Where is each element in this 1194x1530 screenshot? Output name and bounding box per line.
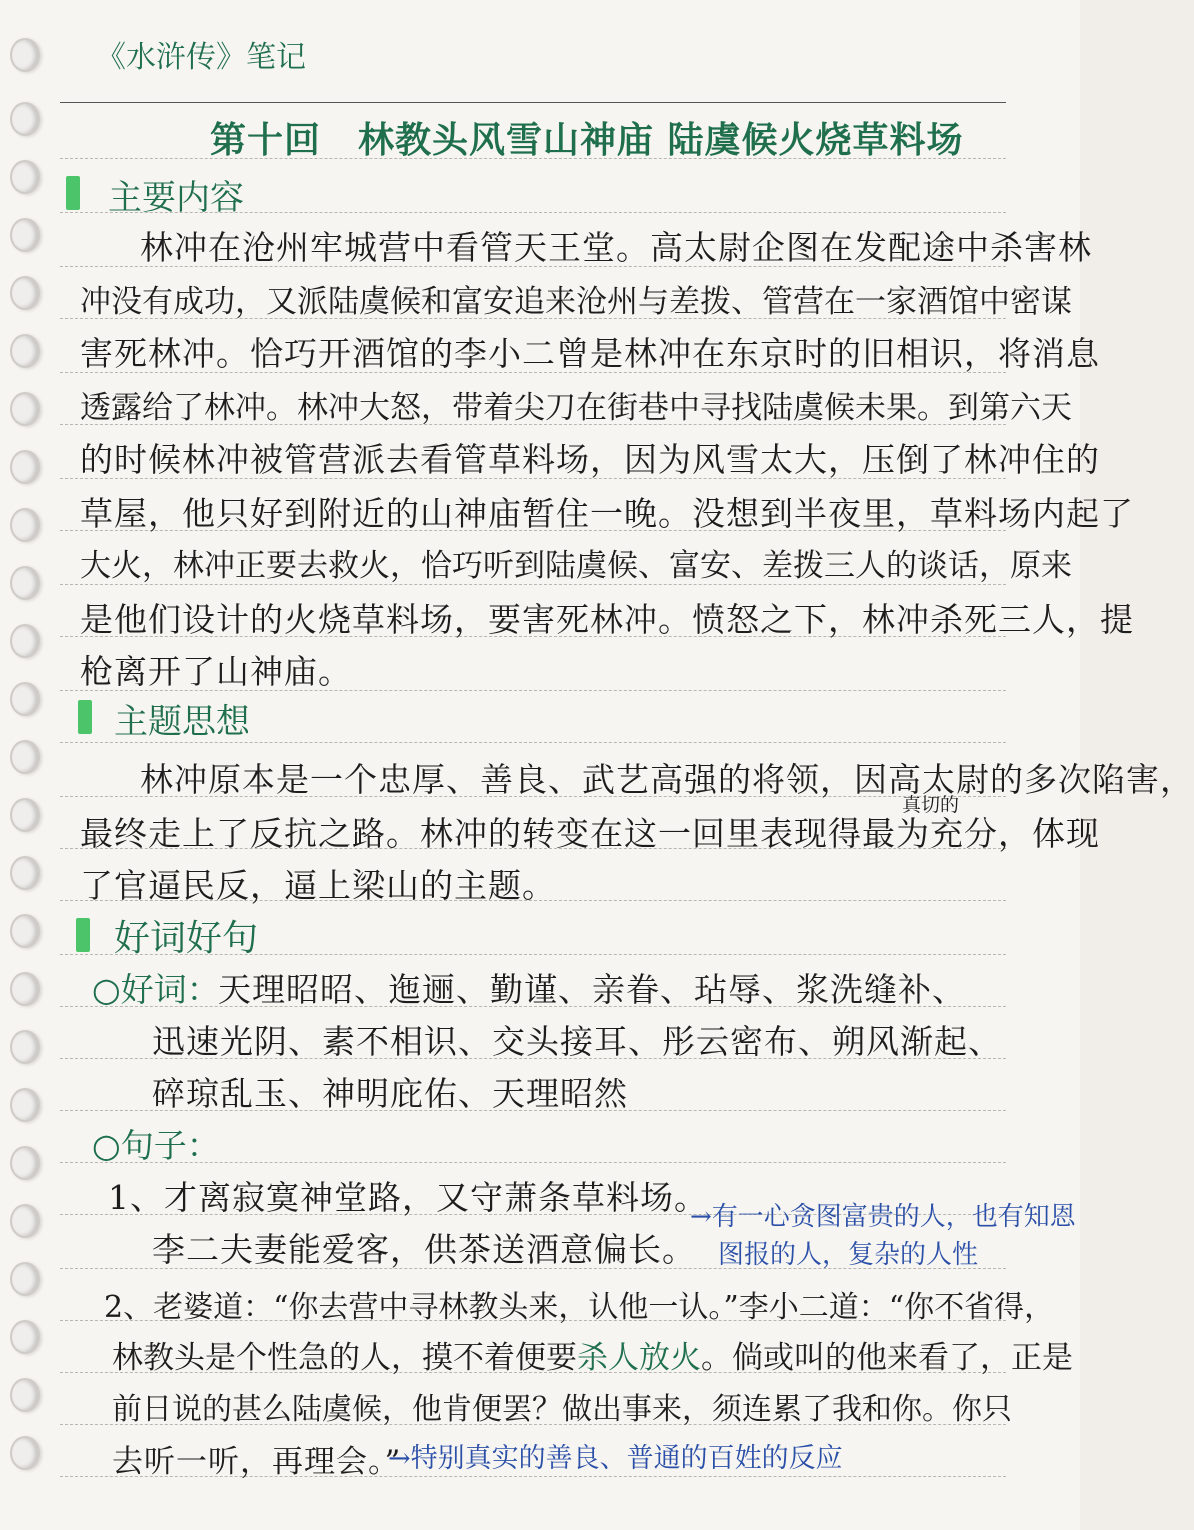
main-content-line: 的时候林冲被管营派去看管草料场，因为风雪太大，压倒了林冲住的 [80, 440, 1100, 479]
binder-hole [10, 914, 40, 948]
main-content-line: 草屋，他只好到附近的山神庙暂住一晚。没想到半夜里，草料场内起了 [80, 494, 1134, 533]
sentence-text: 。倘或叫的他来看了，正是 [701, 1340, 1073, 1376]
sentence-line: 1、才离寂寞神堂路，又守萧条草料场。 [108, 1178, 708, 1217]
section-marker [76, 918, 90, 952]
binder-hole [10, 856, 40, 890]
words-line: 迅速光阴、素不相识、交头接耳、彤云密布、朔风渐起、 [152, 1022, 1002, 1061]
margin-note: 图报的人，复杂的人性 [718, 1240, 979, 1270]
section-marker [66, 176, 80, 210]
main-content-line: 冲没有成功，又派陆虞候和富安追来沧州与差拨、管营在一家酒馆中密谋 [80, 284, 1072, 320]
binder-hole [10, 1030, 40, 1064]
binder-hole [10, 392, 40, 426]
theme-line: 最终走上了反抗之路。林冲的转变在这一回里表现得最为充分，体现 [80, 814, 1100, 853]
binder-hole [10, 624, 40, 658]
binder-hole [10, 1436, 40, 1470]
sentence-line: 2、老婆道：“你去营中寻林教头来，认他一认。”李小二道：“你不省得， [104, 1290, 1055, 1325]
binder-hole [10, 566, 40, 600]
section-heading-main-content: 主要内容 [108, 178, 244, 218]
binder-hole [10, 740, 40, 774]
sentence-line: 去听一听，再理会。” [112, 1444, 402, 1480]
sentence-line-with-highlight [112, 1332, 1073, 1377]
main-content-line: 林冲在沧州牢城营中看管天王堂。高太尉企图在发配途中杀害林 [140, 228, 1092, 267]
sentence-line: 李二夫妻能爱客，供茶送酒意偏长。 [152, 1230, 696, 1269]
section-heading-good-words: 好词好句 [114, 918, 259, 959]
binder-hole [10, 102, 40, 136]
binder-hole [10, 508, 40, 542]
sentence-text: 林教头是个性急的人，摸不着便要 [112, 1340, 577, 1376]
section-heading-theme: 主题思想 [114, 702, 250, 742]
words-label: ○好词： [92, 970, 220, 1009]
binder-hole [10, 1262, 40, 1296]
margin-note: →特别真实的善良、普通的百姓的反应 [388, 1443, 843, 1474]
highlighted-phrase: 杀人放火 [577, 1340, 701, 1376]
section-marker [78, 700, 92, 734]
margin-note: →有一心贪图富贵的人，也有知恩 [690, 1202, 1076, 1232]
binder-hole [10, 1378, 40, 1412]
main-content-line: 是他们设计的火烧草料场，要害死林冲。愤怒之下，林冲杀死三人，提 [80, 600, 1134, 639]
main-content-line: 透露给了林冲。林冲大怒，带着尖刀在街巷中寻找陆虞候未果。到第六天 [80, 390, 1072, 426]
binder-hole [10, 218, 40, 252]
main-content-line: 害死林冲。恰巧开酒馆的李小二曾是林冲在东京时的旧相识，将消息 [80, 334, 1100, 373]
binder-hole [10, 1146, 40, 1180]
words-line: 碎琼乱玉、神明庇佑、天理昭然 [152, 1074, 628, 1113]
binder-hole [10, 1088, 40, 1122]
sentence-line: 前日说的甚么陆虞候，他肯便罢？做出事来，须连累了我和你。你只 [112, 1392, 1012, 1427]
binder-hole [10, 276, 40, 310]
notebook-title: 《水浒传》笔记 [96, 40, 306, 75]
binder-hole [10, 798, 40, 832]
main-content-line: 大火，林冲正要去救火，恰巧听到陆虞候、富安、差拨三人的谈话，原来 [80, 548, 1072, 584]
theme-line: 林冲原本是一个忠厚、善良、武艺高强的将领，因高太尉的多次陷害， [140, 760, 1194, 799]
words-line: 天理昭昭、迤逦、勤谨、亲眷、玷辱、浆洗缝补、 [218, 970, 966, 1009]
binder-hole [10, 1320, 40, 1354]
binder-hole [10, 450, 40, 484]
sentences-label: ○句子： [92, 1126, 220, 1165]
binder-hole [10, 334, 40, 368]
chapter-title: 第十回 林教头风雪山神庙 陆虞候火烧草料场 [210, 119, 964, 161]
insert-note: 真切的 [902, 794, 960, 816]
binder-hole [10, 160, 40, 194]
main-content-line: 枪离开了山神庙。 [80, 652, 352, 691]
binder-hole [10, 38, 40, 72]
binder-hole [10, 972, 40, 1006]
binder-hole [10, 682, 40, 716]
theme-line: 了官逼民反，逼上梁山的主题。 [80, 866, 556, 905]
binder-hole [10, 1204, 40, 1238]
